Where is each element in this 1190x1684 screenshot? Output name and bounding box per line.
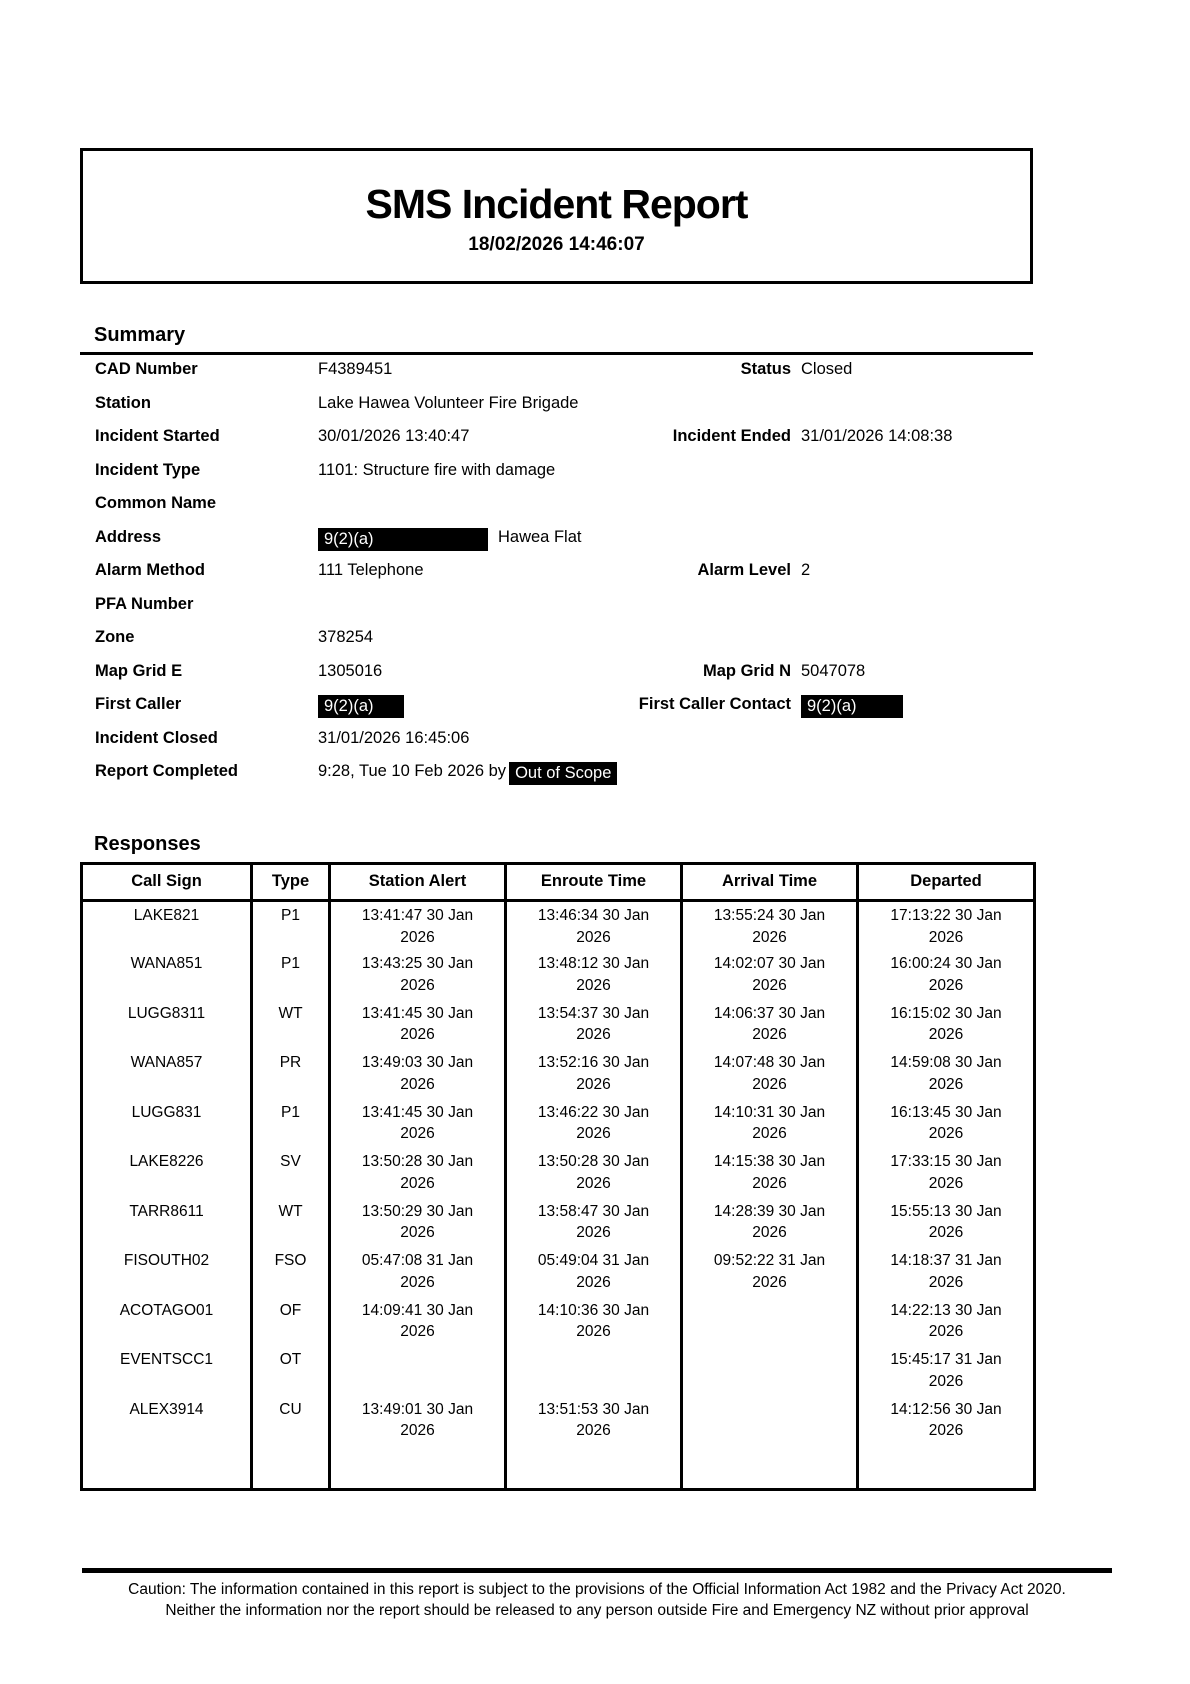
table-row (82, 1099, 1035, 1149)
timestamp: 09:52:22 31 Jan 2026 (713, 1252, 826, 1291)
field-value (318, 762, 801, 785)
summary-row-station (80, 394, 1033, 428)
arrival-time-cell (682, 1247, 858, 1297)
field-label: Common Name (95, 494, 217, 512)
departed-cell (858, 950, 1035, 1000)
field-value: 111 Telephone (318, 561, 424, 579)
type-cell: P1 (252, 950, 330, 1000)
field-label: Incident Ended (672, 427, 791, 445)
timestamp: 13:58:47 30 Jan 2026 (537, 1202, 650, 1241)
summary-row-address (80, 528, 1033, 562)
timestamp: 13:55:24 30 Jan 2026 (713, 907, 826, 946)
redaction-box: Out of Scope (509, 762, 617, 785)
field-value (318, 695, 639, 718)
arrival-time-cell (682, 1000, 858, 1050)
arrival-time-cell (682, 1346, 858, 1396)
timestamp: 13:50:28 30 Jan 2026 (361, 1153, 474, 1192)
departed-cell (858, 1346, 1035, 1396)
field-value: F4389451 (318, 360, 393, 378)
timestamp: 13:49:03 30 Jan 2026 (361, 1054, 474, 1093)
station-alert-cell (330, 1198, 506, 1248)
arrival-time-cell (682, 1297, 858, 1347)
table-spacer-row (82, 1445, 1035, 1489)
call-sign-cell: TARR8611 (82, 1198, 252, 1248)
enroute-time-cell (506, 1000, 682, 1050)
timestamp: 15:45:17 31 Jan 2026 (890, 1351, 1002, 1390)
arrival-time-cell (682, 901, 858, 951)
arrival-time-cell (682, 1198, 858, 1248)
arrival-time-cell (682, 950, 858, 1000)
timestamp: 13:54:37 30 Jan 2026 (537, 1004, 650, 1043)
summary-row-incident-started (80, 427, 1033, 461)
timestamp: 14:10:31 30 Jan 2026 (713, 1103, 826, 1142)
summary-heading: Summary (94, 324, 186, 346)
table-row (82, 1148, 1035, 1198)
summary-row-alarm-method (80, 561, 1033, 595)
report-title-box (80, 148, 1033, 284)
timestamp: 14:12:56 30 Jan 2026 (890, 1400, 1002, 1439)
column-header-type: Type (252, 864, 330, 901)
departed-cell (858, 1297, 1035, 1347)
departed-cell (858, 1099, 1035, 1149)
timestamp: 14:59:08 30 Jan 2026 (890, 1054, 1002, 1093)
timestamp: 13:52:16 30 Jan 2026 (537, 1054, 650, 1093)
field-label: Report Completed (95, 762, 239, 780)
timestamp: 15:55:13 30 Jan 2026 (890, 1202, 1002, 1241)
enroute-time-cell (506, 1297, 682, 1347)
timestamp: 16:13:45 30 Jan 2026 (890, 1103, 1002, 1142)
arrival-time-cell (682, 1396, 858, 1446)
type-cell: OF (252, 1297, 330, 1347)
call-sign-cell: WANA851 (82, 950, 252, 1000)
column-header-arrival-time: Arrival Time (682, 864, 858, 901)
table-row (82, 1297, 1035, 1347)
field-label: Status (740, 360, 791, 378)
table-row (82, 1247, 1035, 1297)
footer-caution-line2: Neither the information nor the report should be released to any person outside Fire and Emergency NZ without prior approval (165, 1602, 1029, 1619)
call-sign-cell: WANA857 (82, 1049, 252, 1099)
field-label: CAD Number (95, 360, 198, 378)
call-sign-cell: LUGG831 (82, 1099, 252, 1149)
type-cell: SV (252, 1148, 330, 1198)
field-value: 5047078 (801, 661, 866, 680)
station-alert-cell (330, 1297, 506, 1347)
timestamp: 14:07:48 30 Jan 2026 (713, 1054, 826, 1093)
redaction-box: 9(2)(a) (318, 695, 404, 718)
column-header-station-alert: Station Alert (330, 864, 506, 901)
timestamp: 13:46:22 30 Jan 2026 (537, 1103, 650, 1142)
timestamp: 13:50:29 30 Jan 2026 (361, 1202, 474, 1241)
address-suffix: Hawea Flat (498, 527, 582, 546)
type-cell: FSO (252, 1247, 330, 1297)
type-cell: PR (252, 1049, 330, 1099)
report-title: SMS Incident Report (365, 181, 748, 227)
summary-fields (80, 360, 1033, 796)
timestamp: 05:49:04 31 Jan 2026 (537, 1252, 650, 1291)
station-alert-cell (330, 1148, 506, 1198)
timestamp: 17:13:22 30 Jan 2026 (890, 907, 1002, 946)
field-value: 31/01/2026 16:45:06 (318, 728, 470, 747)
call-sign-cell: FISOUTH02 (82, 1247, 252, 1297)
type-cell: P1 (252, 1099, 330, 1149)
report-completed-prefix: 9:28, Tue 10 Feb 2026 by (318, 762, 507, 780)
type-cell: WT (252, 1000, 330, 1050)
summary-rule (80, 352, 1033, 355)
enroute-time-cell (506, 1099, 682, 1149)
summary-row-cad-number (80, 360, 1033, 394)
enroute-time-cell (506, 1247, 682, 1297)
departed-cell (858, 1000, 1035, 1050)
summary-row-map-grid (80, 662, 1033, 696)
timestamp: 14:15:38 30 Jan 2026 (713, 1153, 826, 1192)
column-header-enroute-time: Enroute Time (506, 864, 682, 901)
table-row (82, 1000, 1035, 1050)
type-cell: CU (252, 1396, 330, 1446)
responses-heading: Responses (94, 833, 201, 855)
timestamp: 13:41:45 30 Jan 2026 (361, 1004, 474, 1043)
summary-row-incident-type (80, 461, 1033, 495)
call-sign-cell: EVENTSCC1 (82, 1346, 252, 1396)
departed-cell (858, 1396, 1035, 1446)
timestamp: 14:10:36 30 Jan 2026 (537, 1301, 650, 1340)
table-row (82, 901, 1035, 951)
enroute-time-cell (506, 1148, 682, 1198)
call-sign-cell: LUGG8311 (82, 1000, 252, 1050)
timestamp: 13:41:45 30 Jan 2026 (361, 1103, 474, 1142)
station-alert-cell (330, 1000, 506, 1050)
responses-header-row (82, 864, 1035, 901)
field-label: Zone (95, 628, 135, 646)
field-label: PFA Number (95, 594, 194, 613)
timestamp: 13:41:47 30 Jan 2026 (361, 907, 474, 946)
enroute-time-cell (506, 1396, 682, 1446)
field-label: Map Grid N (702, 661, 791, 680)
enroute-time-cell (506, 950, 682, 1000)
timestamp: 13:51:53 30 Jan 2026 (537, 1400, 650, 1439)
responses-table (80, 862, 1036, 1491)
summary-row-common-name (80, 494, 1033, 528)
field-value (318, 528, 801, 551)
arrival-time-cell (682, 1148, 858, 1198)
call-sign-cell: LAKE821 (82, 901, 252, 951)
column-header-call-sign: Call Sign (82, 864, 252, 901)
table-row (82, 1198, 1035, 1248)
station-alert-cell (330, 1346, 506, 1396)
timestamp: 14:28:39 30 Jan 2026 (713, 1202, 826, 1241)
timestamp: 13:50:28 30 Jan 2026 (537, 1153, 650, 1192)
redaction-box: 9(2)(a) (318, 528, 488, 551)
summary-row-incident-closed (80, 729, 1033, 763)
field-value: 1101: Structure fire with damage (318, 460, 556, 479)
field-value: 31/01/2026 14:08:38 (801, 427, 953, 445)
redaction-box: 9(2)(a) (801, 695, 903, 718)
table-row (82, 950, 1035, 1000)
table-row (82, 1346, 1035, 1396)
call-sign-cell: ACOTAGO01 (82, 1297, 252, 1347)
field-value: Lake Hawea Volunteer Fire Brigade (318, 393, 579, 412)
field-label: Alarm Level (697, 561, 791, 579)
station-alert-cell (330, 901, 506, 951)
station-alert-cell (330, 1049, 506, 1099)
field-label: Alarm Method (95, 561, 206, 579)
timestamp: 14:09:41 30 Jan 2026 (361, 1301, 474, 1340)
timestamp: 17:33:15 30 Jan 2026 (890, 1153, 1002, 1192)
enroute-time-cell (506, 901, 682, 951)
footer-rule (82, 1568, 1112, 1573)
departed-cell (858, 901, 1035, 951)
departed-cell (858, 1049, 1035, 1099)
table-row (82, 1049, 1035, 1099)
summary-row-pfa-number (80, 595, 1033, 629)
timestamp: 13:48:12 30 Jan 2026 (537, 955, 650, 994)
timestamp: 05:47:08 31 Jan 2026 (361, 1252, 474, 1291)
enroute-time-cell (506, 1049, 682, 1099)
type-cell: OT (252, 1346, 330, 1396)
call-sign-cell: ALEX3914 (82, 1396, 252, 1446)
field-label: Incident Started (95, 427, 220, 445)
station-alert-cell (330, 1396, 506, 1446)
departed-cell (858, 1247, 1035, 1297)
field-label: Address (95, 527, 162, 546)
timestamp: 16:15:02 30 Jan 2026 (890, 1004, 1002, 1043)
timestamp: 14:02:07 30 Jan 2026 (713, 955, 826, 994)
type-cell: WT (252, 1198, 330, 1248)
field-value: 30/01/2026 13:40:47 (318, 427, 470, 445)
timestamp: 14:22:13 30 Jan 2026 (890, 1301, 1002, 1340)
field-value: 2 (801, 561, 811, 579)
station-alert-cell (330, 1247, 506, 1297)
departed-cell (858, 1198, 1035, 1248)
field-label: Map Grid E (95, 661, 183, 680)
field-label: Incident Type (95, 460, 201, 479)
column-header-departed: Departed (858, 864, 1035, 901)
timestamp: 13:49:01 30 Jan 2026 (361, 1400, 474, 1439)
field-label: Incident Closed (95, 728, 218, 747)
timestamp: 13:43:25 30 Jan 2026 (361, 955, 474, 994)
station-alert-cell (330, 950, 506, 1000)
field-value: Closed (801, 360, 853, 378)
field-value (801, 695, 1033, 718)
station-alert-cell (330, 1099, 506, 1149)
summary-row-report-completed (80, 762, 1033, 796)
timestamp: 16:00:24 30 Jan 2026 (890, 955, 1002, 994)
arrival-time-cell (682, 1049, 858, 1099)
type-cell: P1 (252, 901, 330, 951)
timestamp: 14:06:37 30 Jan 2026 (713, 1004, 826, 1043)
field-label: Station (95, 393, 151, 412)
summary-row-zone (80, 628, 1033, 662)
footer (82, 1568, 1112, 1621)
field-value: 1305016 (318, 661, 383, 680)
timestamp: 13:46:34 30 Jan 2026 (537, 907, 650, 946)
table-row (82, 1396, 1035, 1446)
footer-caution-line1: Caution: The information contained in this report is subject to the provisions of the Official Information Act 1982 and the Privacy Act 2020. (128, 1581, 1066, 1598)
arrival-time-cell (682, 1099, 858, 1149)
enroute-time-cell (506, 1346, 682, 1396)
field-label: First Caller Contact (638, 695, 791, 713)
field-label: First Caller (95, 695, 182, 713)
call-sign-cell: LAKE8226 (82, 1148, 252, 1198)
enroute-time-cell (506, 1198, 682, 1248)
report-generated-datetime: 18/02/2026 14:46:07 (468, 234, 645, 255)
timestamp: 14:18:37 31 Jan 2026 (890, 1252, 1002, 1291)
departed-cell (858, 1148, 1035, 1198)
summary-row-first-caller (80, 695, 1033, 729)
field-value: 378254 (318, 628, 374, 646)
